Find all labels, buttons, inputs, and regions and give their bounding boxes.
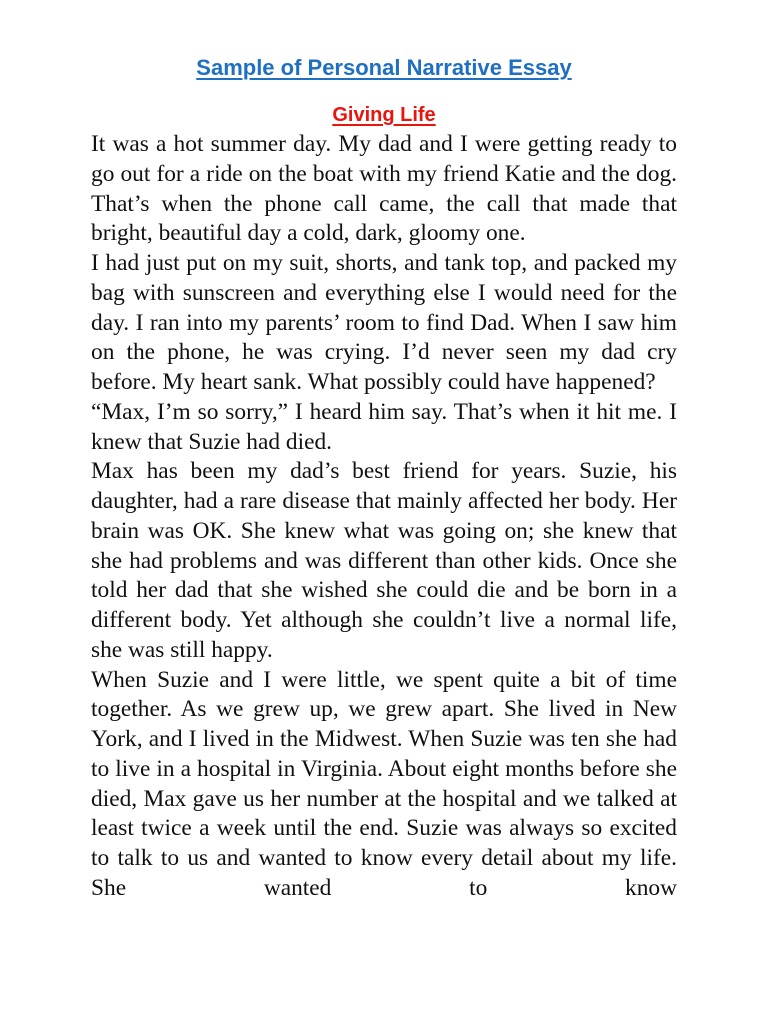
paragraph: I had just put on my suit, shorts, and tank top, and packed my bag with sunscreen and everything else I would need for the day. I ran into my parents’ room to find Dad. When I saw him on the phone, he was crying. I’d never seen my dad cry before. My heart sank. What possibly could have happened? [91,250,677,395]
essay-body [91,130,677,904]
essay-title: Giving Life [332,104,436,126]
paragraph: When Suzie and I were little, we spent quite a bit of time together. As we grew up, we grew apart. She lived in New York, and I lived in the Midwest. When Suzie was ten she had to live in a hospital in Virginia. About eight months before she died, Max gave us her number at the hospital and we talked at least twice a week until the end. Suzie was always so excited to talk to us and wanted to know every detail about my life. She wanted to know [91,666,677,901]
document-title: Sample of Personal Narrative Essay [196,55,572,80]
paragraph: It was a hot summer day. My dad and I were getting ready to go out for a ride on the boat with my friend Katie and the dog. That’s when the phone call came, the call that made that bright, beautiful day a cold, dark, gloomy one. [91,131,677,247]
paragraph: Max has been my dad’s best friend for years. Suzie, his daughter, had a rare disease that mainly affected her body. Her brain was OK. She knew what was going on; she knew that she had problems and was different than other kids. Once she told her dad that she wished she could die and be born in a different body. Yet although she couldn’t live a normal life, she was still happy. [91,458,677,663]
paragraph: “Max, I’m so sorry,” I heard him say. That’s when it hit me. I knew that Suzie had died. [91,398,677,455]
